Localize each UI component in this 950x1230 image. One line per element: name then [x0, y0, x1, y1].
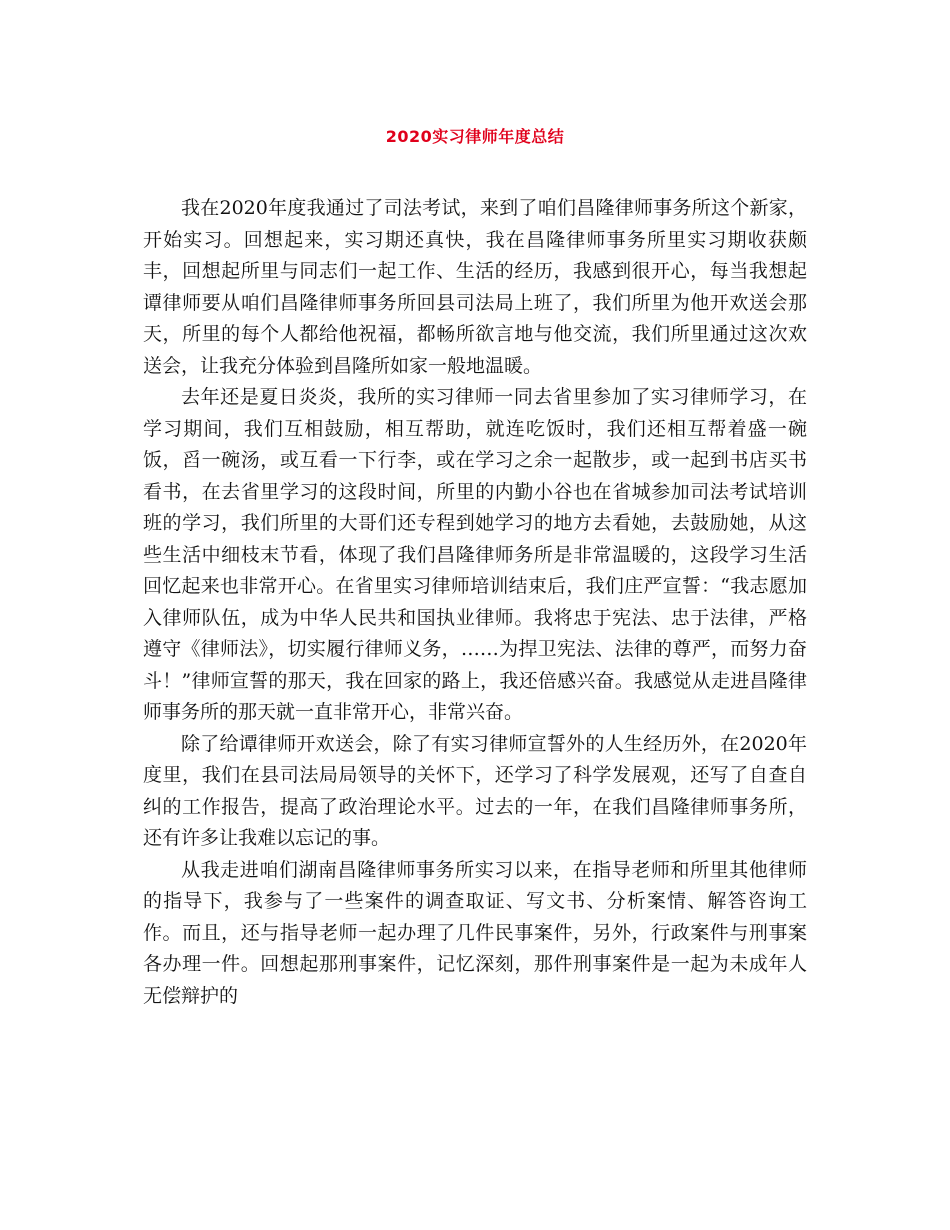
document-body: [143, 193, 807, 1012]
document-title: 2020实习律师年度总结: [385, 127, 565, 146]
paragraph-3: 除了给谭律师开欢送会，除了有实习律师宣誓外的人生经历外，在2020年度里，我们在县司法局局领导的关怀下，还学习了科学发展观，还写了自查自纠的工作报告，提高了政治理论水平。过去的一年，在我们昌隆律师事务所，还有许多让我难以忘记的事。: [143, 732, 807, 849]
paragraph-1: 我在2020年度我通过了司法考试，来到了咱们昌隆律师事务所这个新家，开始实习。回想起来，实习期还真快，我在昌隆律师事务所里实习期收获颇丰，回想起所里与同志们一起工作、生活的经历，我感到很开心，每当我想起谭律师要从咱们昌隆律师事务所回县司法局上班了，我们所里为他开欢送会那天，所里的每个人都给他祝福，都畅所欲言地与他交流，我们所里通过这次欢送会，让我充分体验到昌隆所如家一般地温暖。: [143, 197, 807, 377]
paragraph-4: 从我走进咱们湖南昌隆律师事务所实习以来，在指导老师和所里其他律师的指导下，我参与了一些案件的调查取证、写文书、分析案情、解答咨询工作。而且，还与指导老师一起办理了几件民事案件，另外，行政案件与刑事案各办理一件。回想起那刑事案件，记忆深刻，那件刑事案件是一起为未成年人无偿辩护的: [143, 858, 807, 1007]
paragraph-2: 去年还是夏日炎炎，我所的实习律师一同去省里参加了实习律师学习，在学习期间，我们互相鼓励，相互帮助，就连吃饭时，我们还相互帮着盛一碗饭，舀一碗汤，或互看一下行李，或在学习之余一起散步，或一起到书店买书看书，在去省里学习的这段时间，所里的内勤小谷也在省城参加司法考试培训班的学习，我们所里的大哥们还专程到她学习的地方去看她，去鼓励她，从这些生活中细枝末节看，体现了我们昌隆律师务所是非常温暖的，这段学习生活回忆起来也非常开心。在省里实习律师培训结束后，我们庄严宣誓：“我志愿加入律师队伍，成为中华人民共和国执业律师。我将忠于宪法、忠于法律，严格遵守《律师法》，切实履行律师义务，……为捍卫宪法、法律的尊严，而努力奋斗！”律师宣誓的那天，我在回家的路上，我还倍感兴奋。我感觉从走进昌隆律师事务所的那天就一直非常开心，非常兴奋。: [143, 386, 807, 723]
